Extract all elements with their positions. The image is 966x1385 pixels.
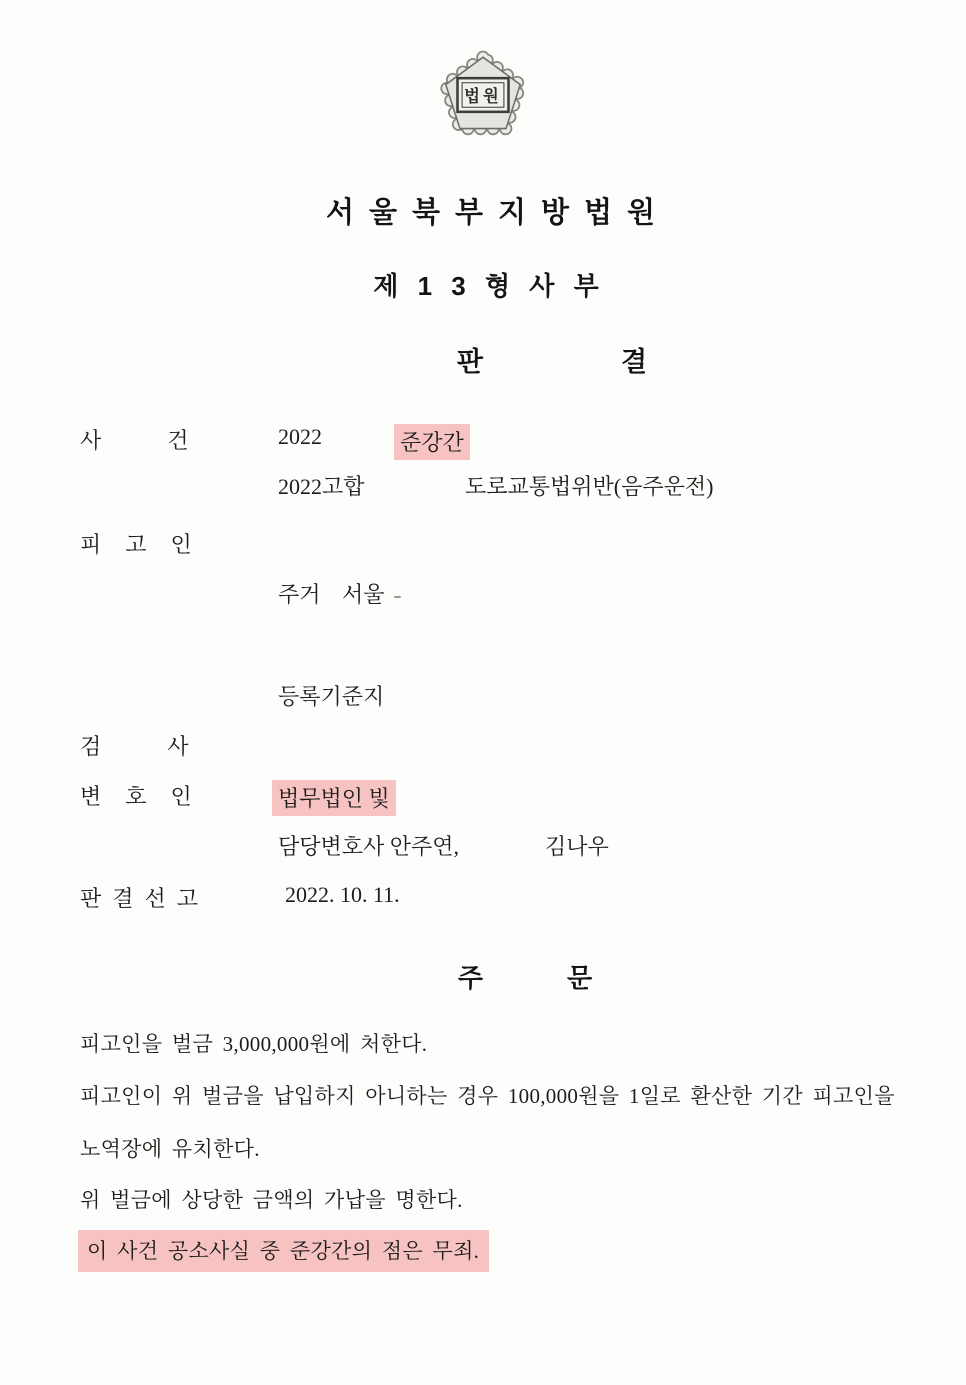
court-seal — [421, 44, 545, 146]
counsel-label: 변호인 — [80, 784, 216, 809]
case-label: 사건 — [80, 428, 255, 453]
order-line-workhouse: 노역장에 유치한다. — [80, 1137, 260, 1161]
defendant-label: 피고인 — [80, 532, 216, 557]
order-line-acquittal-highlighted: 이 사건 공소사실 중 준강간의 점은 무죄. — [78, 1230, 489, 1272]
registered-base-label: 등록기준지 — [278, 684, 385, 709]
counsel-row — [0, 780, 966, 816]
order-line-conversion: 피고인이 위 벌금을 납입하지 아니하는 경우 100,000원을 1일로 환산한 기간 피고인을 — [80, 1084, 895, 1108]
court-name-heading: 서울북부지방법원 — [325, 197, 671, 229]
case-row-2 — [0, 470, 966, 506]
counsel-firm-highlighted: 법무법인 빛 — [272, 780, 396, 816]
case-charge-2: 도로교통법위반(음주운전) — [465, 474, 714, 499]
case-number-2: 2022고합 — [278, 474, 365, 499]
sentencing-row — [0, 882, 966, 918]
sentencing-label: 판결선고 — [80, 886, 210, 911]
court-seal-graphic — [421, 44, 545, 146]
division-heading: 제 1 3 형 사 부 — [373, 271, 605, 301]
case-number-1: 2022 — [278, 424, 322, 449]
court-seal-text: 법원 — [464, 87, 502, 106]
case-row — [0, 424, 966, 460]
registered-base-row — [0, 680, 966, 716]
residence-row — [0, 578, 966, 614]
judgment-title-heading: 판결 — [456, 347, 786, 377]
case-charge-1-highlighted: 준강간 — [394, 424, 470, 460]
prosecutor-label: 검사 — [80, 734, 255, 759]
sentencing-date: 2022. 10. 11. — [285, 882, 400, 907]
residence-label: 주거 — [278, 582, 321, 607]
attorney-in-charge-2: 김나우 — [545, 834, 609, 859]
order-title-heading: 주문 — [457, 963, 677, 993]
prosecutor-row — [0, 730, 966, 766]
residence-value: 서울 — [342, 582, 385, 607]
order-line-fine: 피고인을 벌금 3,000,000원에 처한다. — [80, 1032, 428, 1056]
attorneys-row — [0, 830, 966, 866]
defendant-row — [0, 528, 966, 564]
order-line-provisional-payment: 위 벌금에 상당한 금액의 가납을 명한다. — [80, 1188, 463, 1212]
scan-artifact-mark — [394, 596, 401, 598]
attorney-in-charge-1: 담당변호사 안주연, — [278, 834, 460, 859]
